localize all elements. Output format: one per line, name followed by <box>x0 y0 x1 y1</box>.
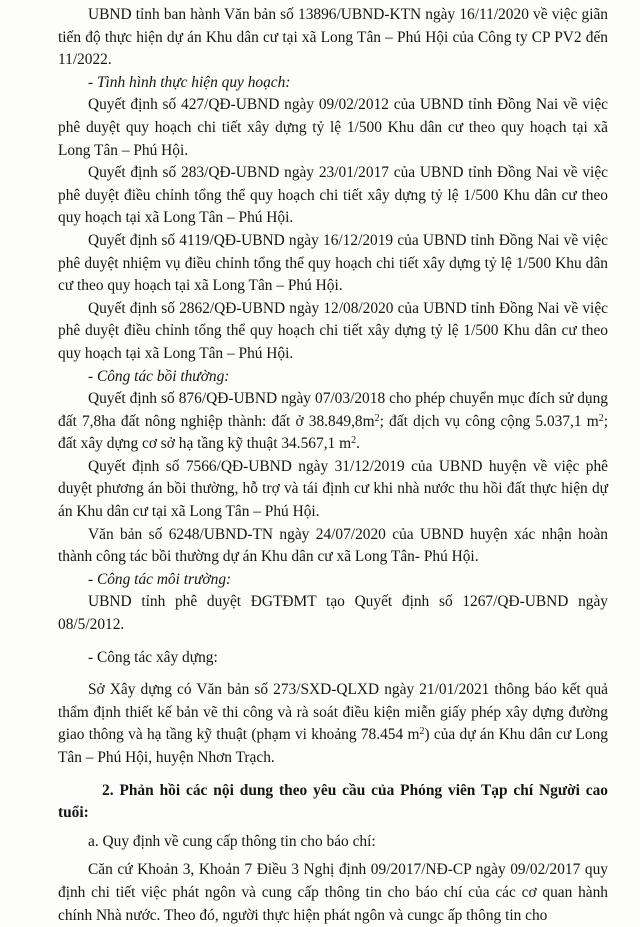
section-moitruong: - Công tác môi trường: <box>88 570 232 588</box>
qd876-part3: ; đất xây dựng cơ sở hạ tầng kỹ thuật 34.567,1 m <box>58 412 608 453</box>
qd876-sup3: 2 <box>351 435 357 447</box>
paragraph-qd283: Quyết định số 283/QĐ-UBND ngày 23/01/2017 của UBND tỉnh Đồng Nai về việc phê duyệt điều chỉnh tổng thể quy hoạch chi tiết xây dựng tỷ lệ 1/500 Khu dân cư theo quy hoạch tại xã Long Tân – Phú Hội. <box>58 164 608 227</box>
section-xaydung: - Công tác xây dựng: <box>88 648 218 666</box>
paragraph-vb273 <box>58 679 608 769</box>
paragraph-qd2862: Quyết định số 2862/QĐ-UBND ngày 12/08/2020 của UBND tỉnh Đồng Nai về việc phê duyệt điều chỉnh tổng thể quy hoạch chi tiết xây dựng tỷ lệ 1/500 Khu dân cư theo quy hoạch tại xã Long Tân – Phú Hội. <box>58 299 608 362</box>
qd876-sup2: 2 <box>598 412 604 424</box>
qd876-end: . <box>356 435 360 453</box>
vb273-part2: ) của dự án Khu dân cư Long Tân – Phú Hội, huyện Nhơn Trạch. <box>58 726 608 766</box>
qd876-sup1: 2 <box>374 412 380 424</box>
paragraph-qd1267: UBND tỉnh phê duyệt ĐGTĐMT tạo Quyết định số 1267/QĐ-UBND ngày 08/5/2012. <box>58 593 608 634</box>
section-boithuong: - Công tác bồi thường: <box>88 367 230 385</box>
vb273-sup: 2 <box>419 726 425 738</box>
paragraph-qd427: Quyết định số 427/QĐ-UBND ngày 09/02/2012 của UBND tỉnh Đồng Nai về việc phê duyệt quy hoạch chi tiết xây dựng tỷ lệ 1/500 Khu dân cư theo quy hoạch tại xã Long Tân – Phú Hội. <box>58 96 608 159</box>
qd876-part2: ; đất dịch vụ công cộng 5.037,1 m <box>379 412 599 430</box>
paragraph-qd4119: Quyết định số 4119/QĐ-UBND ngày 16/12/2019 của UBND tỉnh Đồng Nai về việc phê duyệt nhiệm vụ điều chỉnh tổng thể quy hoạch chi tiết xây dựng tỷ lệ 1/500 Khu dân cư theo quy hoạch tại xã Long Tân – Phú Hội. <box>58 231 608 295</box>
paragraph-nghidinh: Căn cứ Khoản 3, Khoản 7 Điều 3 Nghị định 09/2017/NĐ-CP ngày 09/02/2017 quy định chi tiết việc phát ngôn và cung cấp thông tin cho báo chí của các cơ quan hành chính Nhà nước. Theo đó, người thực hiện phát ngôn và cungc ấp thông tin cho <box>58 861 608 924</box>
qd876-part1: Quyết định số 876/QĐ-UBND ngày 07/03/2018 cho phép chuyển mục đích sử dụng đất 7,8ha đất nông nghiệp thành: đất ở 38.849,8m <box>58 390 608 430</box>
section-quyhoach: - Tình hình thực hiện quy hoạch: <box>88 73 291 91</box>
paragraph-qd7566: Quyết định số 7566/QĐ-UBND ngày 31/12/2019 của UBND huyện về việc phê duyệt phương án bồi thường, hỗ trợ và tái định cư khi nhà nước thu hồi đất thực hiện dự án Khu dân cư tại xã Long Tân – Phú Hội. <box>58 457 608 521</box>
paragraph-qd876 <box>58 388 608 456</box>
vb273-part1: Sở Xây dựng có Văn bản số 273/SXD-QLXD ngày 21/01/2021 thông báo kết quả thẩm định thiết kế bản vẽ thi công và rà soát điều kiện miễn giấy phép xây dựng đường giao thông và hạ tầng kỹ thuật (phạm vi khoảng 78.454 m <box>58 681 608 744</box>
paragraph-vb6248: Văn bản số 6248/UBND-TN ngày 24/07/2020 của UBND huyện xác nhận hoàn thành công tác bồi thường dự án Khu dân cư xã Long Tân- Phú Hội. <box>58 525 608 566</box>
paragraph-giantiendo: UBND tỉnh ban hành Văn bản số 13896/UBND-KTN ngày 16/11/2020 về việc giãn tiến độ thực hiện dự án Khu dân cư tại xã Long Tân – Phú Hội của Công ty CP PV2 đến 11/2022. <box>58 6 608 69</box>
subheading-quydinh: a. Quy định về cung cấp thông tin cho báo chí: <box>88 832 376 850</box>
heading-phanhoi: 2. Phản hồi các nội dung theo yêu cầu của Phóng viên Tạp chí Người cao tuổi: <box>58 781 608 822</box>
